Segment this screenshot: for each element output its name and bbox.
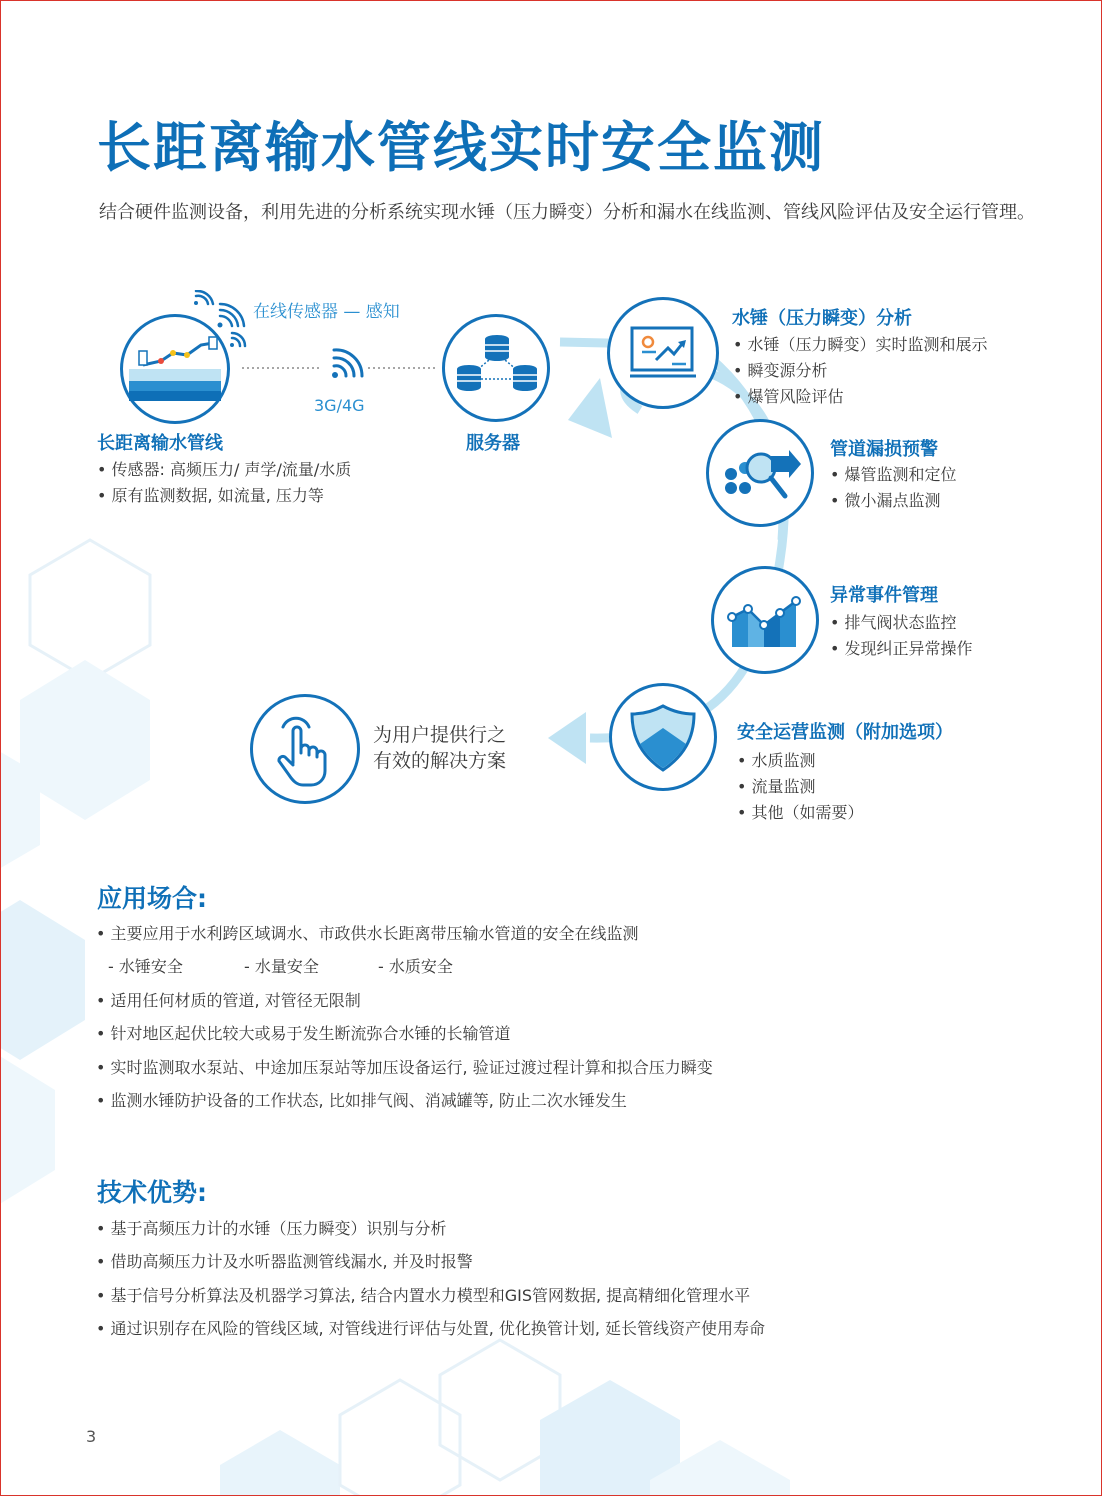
network-signal-icon (326, 344, 366, 384)
sub-item: - 水质安全 (378, 957, 453, 977)
solution-line-1: 为用户提供行之 (373, 724, 507, 746)
application-list (96, 917, 713, 1117)
sensor-label: 在线传感器 — 感知 (253, 302, 400, 322)
network-label: 3G/4G (314, 396, 365, 415)
list-item: • 基于高频压力计的水锤（压力瞬变）识别与分析 (96, 1212, 765, 1245)
list-item: • 爆管监测和定位 (830, 462, 957, 488)
list-item: • 水质监测 (737, 748, 864, 774)
list-item: • 流量监测 (737, 774, 864, 800)
sub-item: - 水锤安全 (108, 957, 183, 977)
page-number: 3 (86, 1427, 97, 1446)
list-item: • 传感器: 高频压力/ 声学/流量/水质 (97, 457, 351, 483)
server-title: 服务器 (466, 433, 520, 454)
list-item: • 针对地区起伏比较大或易于发生断流弥合水锤的长输管道 (96, 1017, 713, 1050)
list-item: • 监测水锤防护设备的工作状态, 比如排气阀、消减罐等, 防止二次水锤发生 (96, 1084, 713, 1117)
server-circle (442, 314, 550, 422)
pipeline-list (97, 457, 351, 509)
application-sub-items (96, 950, 713, 983)
shield-icon (612, 686, 714, 788)
list-item: • 通过识别存在风险的管线区域, 对管线进行评估与处置, 优化换管计划, 延长管线资产使用寿命 (96, 1312, 765, 1345)
solution-line-2: 有效的解决方案 (373, 750, 507, 772)
leak-circle (706, 419, 814, 527)
list-item: • 排气阀状态监控 (830, 610, 973, 636)
solution-text (373, 722, 506, 774)
trend-chart-icon (714, 569, 816, 671)
server-icon (445, 317, 547, 419)
water-hammer-title: 水锤（压力瞬变）分析 (732, 308, 912, 329)
wifi-signal-icon (192, 290, 252, 360)
list-item: • 微小漏点监测 (830, 488, 957, 514)
anomaly-title: 异常事件管理 (830, 585, 938, 606)
list-item: • 水锤（压力瞬变）实时监测和展示 (733, 332, 988, 358)
list-item: • 瞬变源分析 (733, 358, 988, 384)
list-item: • 主要应用于水利跨区域调水、市政供水长距离带压输水管道的安全在线监测 (96, 917, 713, 950)
monitor-chart-icon (610, 300, 716, 406)
safety-title: 安全运营监测（附加选项） (737, 722, 953, 743)
intro-paragraph: 结合硬件监测设备，利用先进的分析系统实现水锤（压力瞬变）分析和漏水在线监测、管线风险评估及安全运行管理。 (99, 202, 1035, 223)
list-item: • 借助高频压力计及水听器监测管线漏水, 并及时报警 (96, 1245, 765, 1278)
leak-detection-icon (709, 422, 811, 524)
safety-list (737, 748, 864, 826)
hand-touch-icon (253, 697, 357, 801)
anomaly-list (830, 610, 973, 662)
advantages-list (96, 1212, 765, 1346)
safety-circle (609, 683, 717, 791)
anomaly-circle (711, 566, 819, 674)
list-item: • 发现纠正异常操作 (830, 636, 973, 662)
list-item: • 爆管风险评估 (733, 384, 988, 410)
list-item: • 原有监测数据, 如流量, 压力等 (97, 483, 351, 509)
sub-item: - 水量安全 (244, 957, 319, 977)
list-item: • 其他（如需要） (737, 800, 864, 826)
page-title: 长距离输水管线实时安全监测 (97, 116, 825, 179)
leak-title: 管道漏损预警 (830, 439, 938, 460)
leak-list (830, 462, 957, 514)
list-item: • 基于信号分析算法及机器学习算法, 结合内置水力模型和GIS管网数据, 提高精细化管理水平 (96, 1279, 765, 1312)
water-hammer-circle (607, 297, 719, 409)
pipeline-title: 长距离输水管线 (97, 433, 223, 454)
list-item: • 实时监测取水泵站、中途加压泵站等加压设备运行, 验证过渡过程计算和拟合压力瞬变 (96, 1051, 713, 1084)
application-title: 应用场合: (97, 884, 207, 913)
list-item: • 适用任何材质的管道, 对管径无限制 (96, 984, 713, 1017)
solution-circle (250, 694, 360, 804)
water-hammer-list (733, 332, 988, 410)
advantages-title: 技术优势: (97, 1178, 207, 1207)
